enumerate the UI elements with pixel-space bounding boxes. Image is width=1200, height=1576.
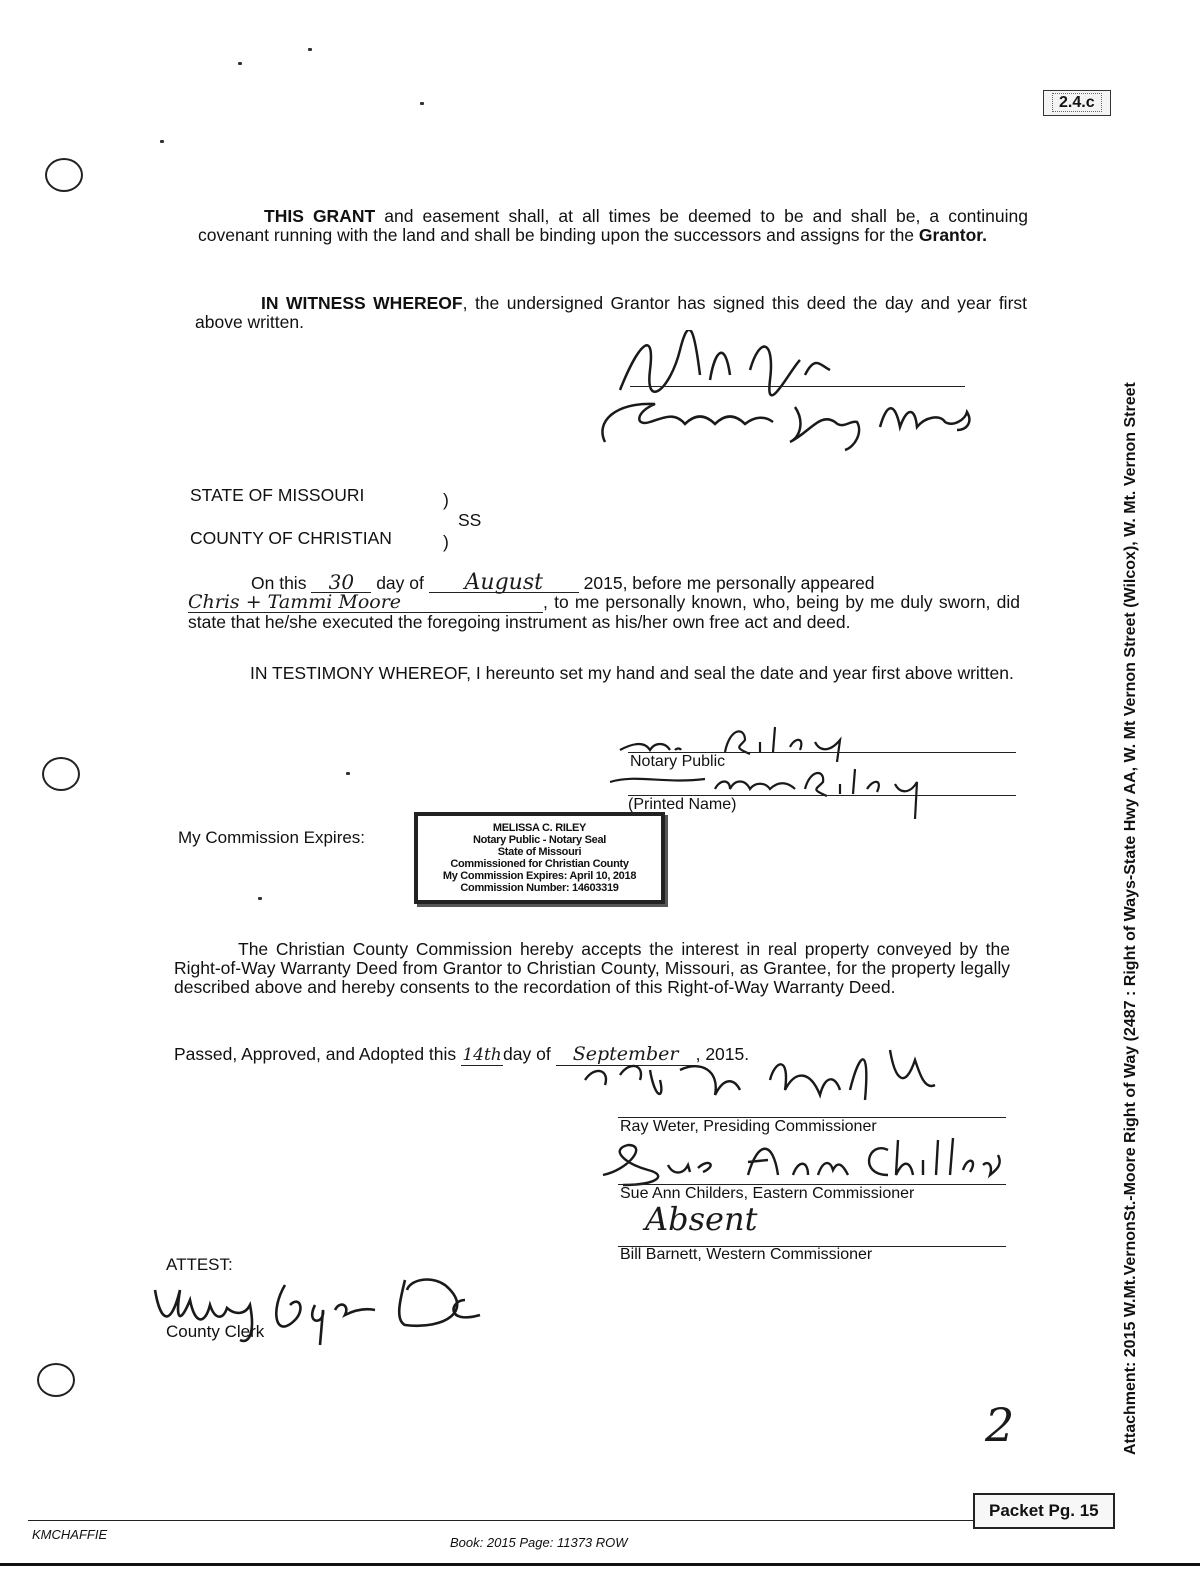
commissioner-2-label: Sue Ann Childers, Eastern Commissioner [620, 1185, 915, 1202]
document-tag [1043, 90, 1111, 116]
stamp-line-1: MELISSA C. RILEY [492, 822, 587, 834]
venue-state: STATE OF MISSOURI [190, 485, 365, 505]
notary-seal-stamp [414, 812, 665, 904]
scan-speck [346, 772, 350, 775]
grantor-signature-2 [595, 392, 985, 452]
scan-speck [238, 62, 242, 65]
grant-lead: THIS GRANT [264, 206, 376, 226]
notary-ack-paragraph [188, 570, 1020, 632]
commissioner-1-label: Ray Weter, Presiding Commissioner [620, 1118, 877, 1135]
adopted-mid: day of [503, 1044, 551, 1064]
stamp-line-4: Commissioned for Christian County [450, 858, 629, 870]
grantor-signature-line-1 [630, 386, 965, 387]
witness-text: , the undersigned Grantor has signed this deed the day and year first above written. [195, 293, 1028, 332]
witness-lead: IN WITNESS WHEREOF [261, 293, 463, 313]
attest-label: ATTEST: [166, 1255, 233, 1274]
adopted-year: , 2015. [695, 1044, 750, 1064]
eastern-commissioner-signature [598, 1130, 1008, 1190]
absent-handwriting: Absent [645, 1200, 758, 1238]
witness-paragraph [195, 294, 1027, 332]
ack-month: August [429, 573, 579, 593]
stamp-line-2: Notary Public - Notary Seal [472, 834, 607, 846]
testimony-paragraph: IN TESTIMONY WHEREOF, I hereunto set my hand and seal the date and year first above written. [250, 663, 1014, 683]
footer-author: KMCHAFFIE [32, 1527, 108, 1542]
acceptance-paragraph: The Christian County Commission hereby accepts the interest in real property conveyed by the Right-of-Way Warranty Deed from Grantor to Christian County, Missouri, as Grantee, for the property legally described above and hereby consents to the recordation of this Right-of-Way Warranty Deed. [174, 939, 1010, 997]
commissioner-3-label: Bill Barnett, Western Commissioner [620, 1246, 873, 1263]
scan-speck [258, 897, 262, 900]
venue-county: COUNTY OF CHRISTIAN [190, 528, 392, 548]
ack-year-text: 2015, before me personally appeared [583, 573, 875, 593]
document-tag-text: 2.4.c [1052, 93, 1102, 112]
stamp-line-6: Commission Number: 14603319 [460, 882, 619, 894]
presiding-commissioner-signature [570, 1040, 940, 1120]
ack-day-number: 30 [311, 573, 371, 593]
printed-name-label: (Printed Name) [628, 796, 737, 813]
stamp-line-5: My Commission Expires: April 10, 2018 [442, 870, 637, 882]
scan-speck [160, 140, 164, 143]
grantor-signature-1 [600, 330, 860, 400]
punch-hole-middle [42, 757, 80, 791]
grant-grantor: Grantor. [918, 225, 987, 245]
commission-expires-label: My Commission Expires: [178, 828, 366, 847]
adopted-pre: Passed, Approved, and Adopted this [174, 1044, 457, 1064]
venue-paren-bottom: ) [443, 532, 449, 552]
grant-paragraph [198, 207, 1028, 245]
scan-speck [420, 102, 424, 105]
packet-page-box [973, 1493, 1115, 1529]
venue-ss: SS [458, 510, 482, 530]
adopted-day: 14th [462, 1045, 502, 1065]
stamp-line-3: State of Missouri [497, 846, 582, 858]
adopted-month: September [556, 1043, 696, 1066]
footer-book-page: Book: 2015 Page: 11373 ROW [450, 1535, 628, 1550]
handwritten-page-number: 2 [985, 1398, 1015, 1452]
notary-public-label: Notary Public [630, 753, 726, 770]
attachment-side-text: Attachment: 2015 W.Mt.VernonSt.-Moore Right of Way (2487 : Right of Ways-State Hwy AA, W. Mt Vernon Street (Wilcox), W. Mt. Vernon Street [1122, 382, 1139, 1455]
punch-hole-top [45, 158, 83, 192]
punch-hole-bottom [37, 1363, 75, 1397]
scan-speck [308, 48, 312, 51]
ack-day-of: day of [376, 573, 424, 593]
attachment-side-label [1122, 175, 1140, 1455]
ack-person: Chris + Tammi Moore [188, 593, 543, 613]
packet-page-text: Packet Pg. 15 [989, 1501, 1099, 1520]
ack-rest: , to me personally known, who, being by me duly sworn, did state that he/she executed the foregoing instrument as his/her own free act and deed. [188, 592, 1020, 632]
grant-text: and easement shall, at all times be deemed to be and shall be, a continuing covenant running with the land and shall be binding upon the successors and assigns for the [198, 206, 1028, 245]
bottom-scan-edge [0, 1563, 1200, 1566]
county-clerk-label: County Clerk [166, 1322, 265, 1341]
venue-paren-top: ) [443, 490, 449, 510]
footer-rule [28, 1520, 973, 1521]
ack-on-this: On this [251, 573, 307, 593]
